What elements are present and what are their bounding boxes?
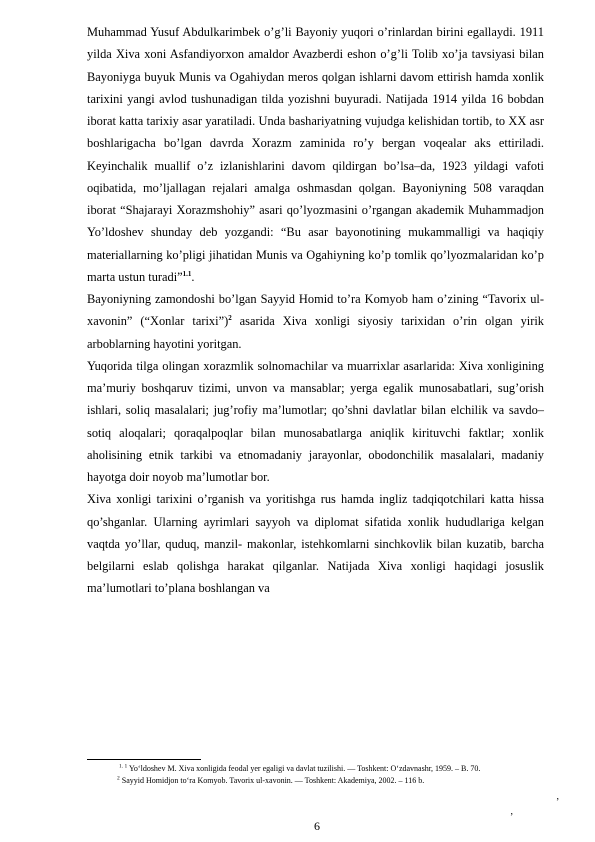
footnote-1 xyxy=(87,763,544,775)
page-body xyxy=(87,21,544,600)
footnote-2 xyxy=(87,775,544,787)
paragraph-2 xyxy=(87,288,544,355)
paragraph-1-end: . xyxy=(191,269,195,284)
footnote-ref-1: 1.1 xyxy=(182,269,192,278)
stray-apostrophe-2: ’ xyxy=(510,812,514,823)
footnote-separator xyxy=(87,759,201,760)
stray-apostrophe-1: ’ xyxy=(556,797,560,808)
paragraph-3: Yuqorida tilga olingan xorazmlik solnomachilar va muarrixlar asarlarida: Xiva xonligining ma’muriy boshqaruv tizimi, unvon va mansablar; yerga egalik munosabatlari, sug’orish ishlari, soliq masalalari; jug’rofiy ma’lumotlar; qo’shni davlatlar bilan elchilik va savdo–sotiq aloqalari; qoraqalpoqlar bilan munosabatlarga aniqlik kirituvchi faktlar; xonlik aholisining etnik tarkibi va etnomadaniy jarayonlar, obodonchilik masalalari, madaniy hayotga doir noyob ma’lumotlar bor. xyxy=(87,358,544,484)
paragraph-2-text-b: asarida Xiva xonligi siyosiy tarixidan o’rin olgan yirik arboblarning hayotini yoritgan. xyxy=(87,314,545,351)
footnote-1-text: Yo‘ldoshev M. Xiva xonligida feodal yer egaligi va davlat tuzilishi. — Toshkent: O‘zdavnashr, 1959. – B. 70. xyxy=(127,764,481,773)
paragraph-4: Xiva xonligi tarixini o’rganish va yoritishga rus hamda ingliz tadqiqotchilari katta hissa qo’shganlar. Ularning ayrimlari sayyoh va diplomat sifatida xonlik hududlariga kelgan vaqtda yo’llar, quduq, manzil- makonlar, istehkomlarni sinchkovlik bilan kuzatib, barcha belgilarni eslab qolishga harakat qilganlar. Natijada Xiva xonligi haqidagi josuslik ma’lumotlari to’plana boshlangan va xyxy=(87,492,544,596)
footnote-2-text: Sayyid Homidjon to‘ra Komyob. Tavorix ul-xavonin. — Toshkent: Akademiya, 2002. – 116 b. xyxy=(119,776,425,785)
footnote-2-mark: 2 xyxy=(117,775,120,782)
page-number: 6 xyxy=(314,819,320,833)
footnote-ref-2: 2 xyxy=(228,314,232,323)
paragraph-1 xyxy=(87,21,544,288)
paragraph-2-text-a: Bayoniyning zamondoshi bo’lgan Sayyid Homid to’ra Komyob ham o’zining “Tavorix ul-xavonin” (“Xonlar tarixi”) xyxy=(87,292,544,329)
footnote-1-mark: 1. 1 xyxy=(119,763,128,770)
footnotes xyxy=(87,763,544,787)
paragraph-1-text: Muhammad Yusuf Abdulkarimbek o’g’li Bayoniy yuqori o’rinlardan birini egallaydi. 1911 yilda Xiva xoni Asfandiyorxon amaldor Avazberdi eshon o’g’li Tolib xo’ja tavsiyasi bilan Bayoniyga buyuk Munis va Ogahiydan meros qolgan ishlarni davom ettirish hamda xonlik tarixini yangi avlod tushunadigan tilda yozishni buyuradi. Natijada 1914 yilda 16 bobdan iborat katta tarixiy asar yaratiladi. Unda bashariyatning vujudga kelishidan tortib, to XX asr boshlarigacha bo’lgan davrda Xorazm zaminida ro’y bergan voqealar aks ettiriladi. Keyinchalik muallif o’z izlanishlarini davom qildirgan bo’lsa–da, 1923 yildagi vafoti oqibatida, mo’ljallagan rejalari amalga oshmasdan qolgan. Bayoniyning 508 varaqdan iborat “Shajarayi Xorazmshohiy” asari qo’lyozmasini o’rgangan akademik Muhammadjon Yo’ldoshev shunday deb yozgandi: “Bu asar bayonotining mukammalligi va haqiqiy materiallarning ko’pligi jihatidan Munis va Ogahiyning ko’p tomlik qo’lyozmalaridan ko’p marta ustun turadi” xyxy=(87,25,544,284)
